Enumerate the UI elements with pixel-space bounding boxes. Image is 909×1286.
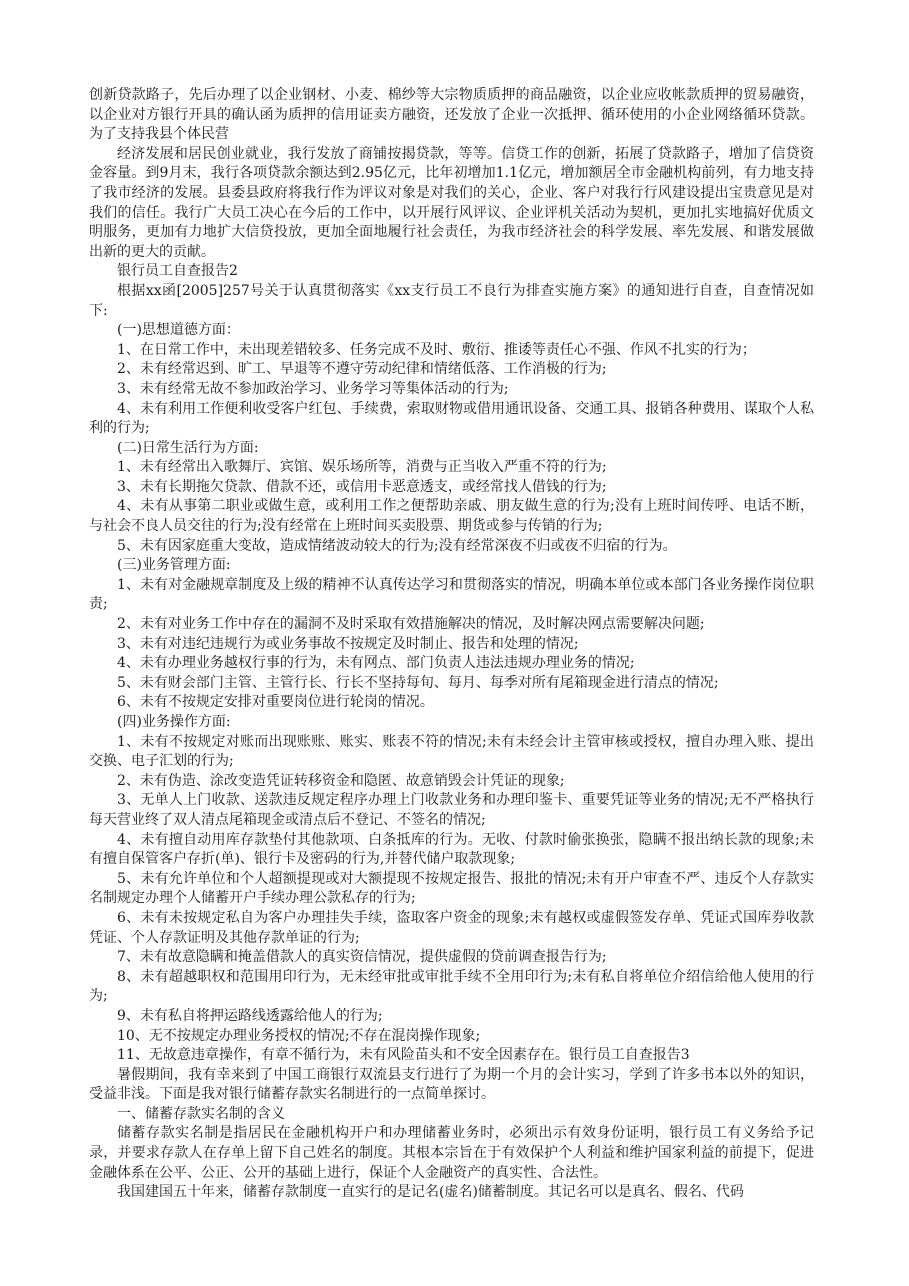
paragraph-p18: 3、未有对违纪违规行为或业务事故不按规定及时制止、报告和处理的情况; — [117, 635, 579, 652]
paragraph-p13: 4、未有从事第二职业或做生意，或利用工作之便帮助亲戚、朋友做生意的行为;没有上班时间传呼、电话不断，与社会不良人员交往的行为;没有经常在上班时间买卖股票、期货或参与传销的行为; — [89, 498, 814, 535]
paragraph-p31: 9、未有私自将押运路线透露给他人的行为; — [117, 1007, 383, 1024]
paragraph-p34: 暑假期间，我有幸来到了中国工商银行双流县支行进行了为期一个月的会计实习，学到了许多书本以外的知识，受益非浅。下面是我对银行储蓄存款实名制进行的一点简单探讨。 — [89, 1066, 814, 1103]
paragraph-p37: 我国建国五十年来，储蓄存款制度一直实行的是记名(虚名)储蓄制度。其记名可以是真名、假名、代码 — [117, 1184, 744, 1201]
paragraph-p21: 6、未有不按规定安排对重要岗位进行轮岗的情况。 — [117, 694, 434, 711]
paragraph-p30: 8、未有超越职权和范围用印行为，无未经审批或审批手续不全用印行为;未有私自将单位介绍信给他人使用的行为; — [89, 968, 814, 1005]
paragraph-p07: 2、未有经常迟到、旷工、早退等不遵守劳动纪律和情绪低落、工作消极的行为; — [117, 361, 607, 378]
paragraph-p15: (三)业务管理方面: — [117, 557, 231, 574]
paragraph-p29: 7、未有故意隐瞒和掩盖借款人的真实资信情况，提供虚假的贷前调查报告行为; — [117, 949, 607, 966]
paragraph-p09: 4、未有利用工作便利收受客户红包、手续费，索取财物或借用通讯设备、交通工具、报销各种费用、谋取个人私利的行为; — [89, 400, 814, 437]
paragraph-p33: 11、无故意违章操作，有章不循行为，未有风险苗头和不安全因素存在。银行员工自查报告3 — [117, 1047, 690, 1064]
paragraph-p26: 4、未有擅自动用库存款垫付其他款项、白条抵库的行为。无收、付款时偷张换张，隐瞒不报出纳长款的现象;未有擅自保管客户存折(单)、银行卡及密码的行为,并替代储户取款现象; — [89, 831, 814, 868]
paragraph-p22: (四)业务操作方面: — [117, 714, 231, 730]
paragraph-p04: 根据xx函[2005]257号关于认真贯彻落实《xx支行员工不良行为排查实施方案》的通知进行自查，自查情况如下: — [89, 282, 814, 319]
paragraph-p23: 1、未有不按规定对账而出现账账、账实、账表不符的情况;未有未经会计主管审核或授权，擅自办理入账、提出交换、电子汇划的行为; — [89, 733, 814, 770]
paragraph-p36: 储蓄存款实名制是指居民在金融机构开户和办理储蓄业务时，必须出示有效身份证明，银行员工有义务给予记录，并要求存款人在存单上留下自己姓名的制度。其根本宗旨在于有效保护个人利益和维护国家利益的前提下，促进金融体系在公平、公正、公开的基础上进行，保证个人金融资产的真实性、合法性。 — [89, 1125, 814, 1181]
document-page — [89, 86, 814, 1203]
paragraph-p24: 2、未有伪造、涂改变造凭证转移资金和隐匿、故意销毁会计凭证的现象; — [117, 772, 565, 789]
paragraph-p28: 6、未有未按规定私自为客户办理挂失手续，盗取客户资金的现象;未有越权或虚假签发存单、凭证式国库券收款凭证、个人存款证明及其他存款单证的行为; — [89, 909, 814, 946]
paragraph-p16: 1、未有对金融规章制度及上级的精神不认真传达学习和贯彻落实的情况，明确本单位或本部门各业务操作岗位职责; — [89, 576, 814, 613]
paragraph-p20: 5、未有财会部门主管、主管行长、行长不坚持每旬、每月、每季对所有尾箱现金进行清点的情况; — [117, 674, 719, 691]
paragraph-p10: (二)日常生活行为方面: — [117, 439, 259, 456]
paragraph-p27: 5、未有允许单位和个人超额提现或对大额提现不按规定报告、报批的情况;未有开户审查不严、违反个人存款实名制规定办理个人储蓄开户手续办理公款私存的行为; — [89, 870, 814, 907]
paragraph-p12: 3、未有长期拖欠贷款、借款不还，或信用卡恶意透支，或经常找人借钱的行为; — [117, 478, 607, 495]
paragraph-p14: 5、未有因家庭重大变故，造成情绪波动较大的行为;没有经常深夜不归或夜不归宿的行为。 — [117, 537, 677, 554]
paragraph-p01: 创新贷款路子，先后办理了以企业钢材、小麦、棉纱等大宗物质质押的商品融资，以企业应收帐款质押的贸易融资，以企业对方银行开具的确认函为质押的信用证卖方融资，还发放了企业一次抵押、循环使用的小企业网络循环贷款。为了支持我县个体民营 — [89, 87, 814, 143]
paragraph-p11: 1、未有经常出入歌舞厅、宾馆、娱乐场所等，消费与正当收入严重不符的行为; — [117, 459, 607, 476]
paragraph-p06: 1、在日常工作中，未出现差错较多、任务完成不及时、敷衍、推诿等责任心不强、作风不扎实的行为； — [117, 341, 756, 358]
paragraph-p02: 经济发展和居民创业就业，我行发放了商铺按揭贷款，等等。信贷工作的创新，拓展了贷款路子，增加了信贷资金容量。到9月末，我行各项贷款余额达到2.95亿元，比年初增加1.1亿元，增加额居全市金融机构前列，有力地支持了我市经济的发展。县委县政府将我行作为评议对象是对我们的关心，企业、客户对我行行风建设提出宝贵意见是对我们的信任。我行广大员工决心在今后的工作中，以开展行风评议、企业评机关活动为契机，更加扎实地搞好优质文明服务，更加有力地扩大信贷投放，更加全面地履行社会责任，为我市经济社会的科学发展、率先发展、和谐发展做出新的更大的贡献。 — [89, 145, 814, 260]
paragraph-p35: 一、储蓄存款实名制的含义 — [117, 1105, 285, 1122]
paragraph-p03: 银行员工自查报告2 — [117, 263, 238, 280]
paragraph-p25: 3、无单人上门收款、送款违反规定程序办理上门收款业务和办理印鉴卡、重要凭证等业务的情况;无不严格执行每天营业终了双人清点尾箱现金或清点后不登记、不签名的情况; — [89, 792, 814, 828]
paragraph-p19: 4、未有办理业务越权行事的行为，未有网点、部门负责人违法违规办理业务的情况; — [117, 655, 635, 672]
paragraph-p32: 10、无不按规定办理业务授权的情况;不存在混岗操作现象; — [117, 1027, 481, 1044]
paragraph-p08: 3、未有经常无故不参加政治学习、业务学习等集体活动的行为; — [117, 380, 509, 397]
paragraph-p17: 2、未有对业务工作中存在的漏洞不及时采取有效措施解决的情况，及时解决网点需要解决问题; — [117, 616, 705, 633]
paragraph-p05: (一)思想道德方面： — [117, 322, 240, 339]
